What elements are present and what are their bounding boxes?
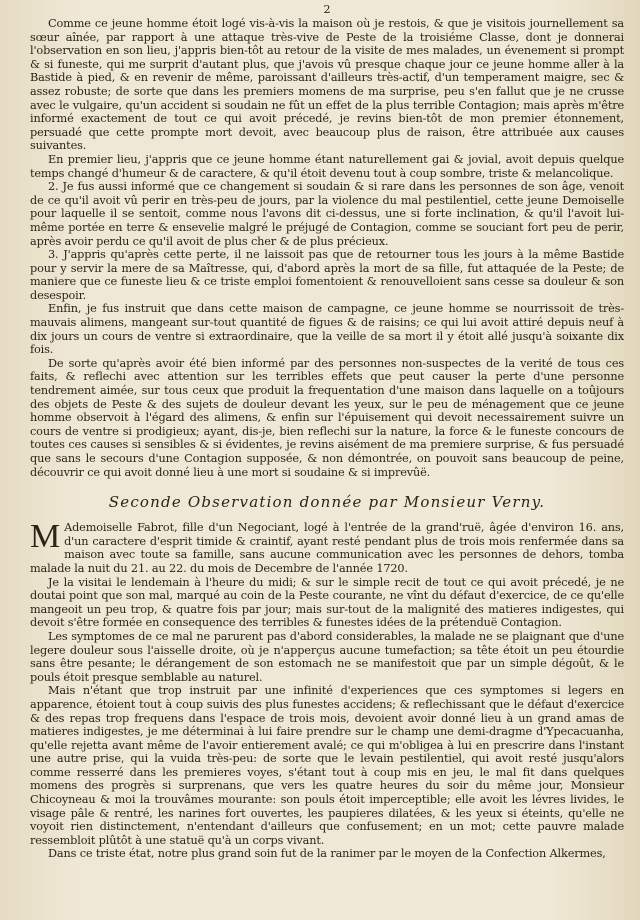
- paragraph: Je la visitai le lendemain à l'heure du midi; & sur le simple recit de tout ce qui avoit précedé, je ne doutai point que son mal, marqué au coin de la Peste courante, ne vînt du défaut d'exercice, de ce qu'elle mangeoit un peu trop, & quatre fois par jour; mais sur-tout de la malignité des matieres indigestes, qui devoit s'être formée en consequence des terribles & funestes idées de la prétenduë Contagion.: [30, 575, 624, 630]
- paragraph: De sorte qu'après avoir été bien informé par des personnes non-suspectes de la verité de tous ces faits, & reflechi avec attention sur les terribles effets que peut causer la perte d'une personne tendrement aimée, sur tous ceux que produit la frequentation d'une maison dans laquelle on a toûjours des objets de Peste & des sujets de douleur devant les yeux, sur le peu de ménagement que ce jeune homme observoit à l'égard des alimens, & enfin sur l'épuisement qui devoit necessairement suivre un cours de ventre si prodigieux; ayant, dis-je, bien reflechi sur la nature, la force & le funeste concours de toutes ces causes si sensibles & si évidentes, je revins aisément de ma premiere surprise, & fus persuadé que sans le secours d'une Contagion supposée, & non démontrée, on pouvoit sans beaucoup de peine, découvrir ce qui avoit donné lieu à une mort si soudaine & si imprevûë.: [30, 356, 624, 479]
- paragraph: Enfin, je fus instruit que dans cette maison de campagne, ce jeune homme se nourrissoit de très-mauvais alimens, mangeant sur-tout quantité de figues & de raisins; ce qui lui avoit attiré depuis neuf à dix jours un cours de ventre si extraordinaire, que la veille de sa mort il y étoit allé jusqu'à soixante dix fois.: [30, 302, 624, 357]
- section-second-observation: [30, 518, 624, 861]
- paragraph: Les symptomes de ce mal ne parurent pas d'abord considerables, la malade ne se plaignant que d'une legere douleur sous l'aisselle droite, où je n'apperçus aucune tumefaction; sa tête étoit un peu étourdie sans être pesante; le dérangement de son estomach ne se manifestoit que par un simple dégoût, & le pouls étoit presque semblable au naturel.: [30, 629, 624, 684]
- paragraph: Mais n'étant que trop instruit par une infinité d'experiences que ces symptomes si legers en apparence, étoient tout à coup suivis des plus funestes accidens; & reflechissant que le défaut d'exercice & des repas trop frequens dans l'espace de trois mois, devoient avoir donné lieu à un grand amas de matieres indigestes, je me déterminai à lui faire prendre sur le champ une demi-dragme d'Ypecacuanha, qu'elle rejetta avant même de l'avoir entierement avalé; ce qui m'obligea à lui en prescrire dans l'instant une autre prise, qui la vuida très-peu: de sorte que le levain pestilentiel, qui avoit resté jusqu'alors comme resserré dans les premieres voyes, s'étant tout à coup mis en jeu, le mal fit dans quelques momens des progrès si surprenans, que vers les quatre heures du soir du même jour, Monsieur Chicoyneau & moi la trouvâmes mourante: son pouls étoit imperceptible; elle avoit les lévres livides, le visage pâle & rentré, les narines fort ouvertes, les paupieres dilatées, & les yeux si éteints, qu'elle ne voyoit rien distinctement, n'entendant d'ailleurs que confusement; en un mot; cette pauvre malade ressembloit plûtôt à une statuë qu'à un corps vivant.: [30, 684, 624, 847]
- paragraph-with-dropcap: [30, 518, 624, 575]
- paragraph: Dans ce triste état, notre plus grand soin fut de la ranimer par le moyen de la Confection Alkermes,: [48, 847, 606, 861]
- paragraph: 3. J'appris qu'après cette perte, il ne laissoit pas que de retourner tous les jours à la même Bastide pour y servir la mere de sa Maîtresse, qui, d'abord après la mort de sa fille, fut attaquée de la Peste; de maniere que ce funeste lieu & ce triste emploi fomentoient & renouvelloient sans cesse sa douleur & son desespoir.: [30, 248, 624, 302]
- section-first-observation-continued: [30, 17, 624, 479]
- paragraph-text: Ademoiselle Fabrot, fille d'un Negociant, logé à l'entrée de la grand'ruë, âgée d'environ 16. ans, d'un caractere d'esprit timide & craintif, ayant resté pendant plus de trois mois renfermée dans sa maison avec toute sa famille, sans aucune communication avec les personnes de dehors, tomba malade la nuit du 21. au 22. du mois de Decembre de l'année 1720.: [30, 521, 624, 575]
- paragraph: 2. Je fus aussi informé que ce changement si soudain & si rare dans les personnes de son âge, venoit de ce qu'il avoit vû perir en très-peu de jours, par la violence du mal pestilentiel, cette jeune Demoiselle pour laquelle il se sentoit, comme nous l'avons dit ci-dessus, une si forte inclination, & qu'il l'avoit lui-même portée en terre & ensevelie malgré le préjugé de Contagion, comme se souciant fort peu de perir, après avoir perdu ce qu'il avoit de plus cher & de plus précieux.: [30, 180, 624, 248]
- paragraph: En premier lieu, j'appris que ce jeune homme étant naturellement gai & jovial, avoit depuis quelque temps changé d'humeur & de caractere, & qu'il étoit devenu tout à coup sombre, triste & melancolique.: [30, 152, 624, 180]
- page-number: 2: [323, 3, 331, 16]
- paragraph: Comme ce jeune homme étoit logé vis-à-vis la maison où je restois, & que je visitois journellement sa sœur aînée, par rapport à une attaque très-vive de Peste de la troisiéme Classe, dont je donnerai l'observation en son lieu, j'appris bien-tôt au retour de la visite de mes malades, un évenement si prompt & si funeste, qui me surprit d'autant plus, que j'avois vû presque chaque jour ce jeune homme aller à la Bastide à pied, & en revenir de même, paroissant d'ailleurs très-actif, d'un temperament maigre, sec & assez robuste; de sorte que dans les premiers momens de ma surprise, peu s'en fallut que je ne crusse avec le vulgaire, qu'un accident si soudain ne fût un effet de la plus terrible Contagion; mais après m'être informé exactement de tout ce qui avoit précedé, je revins bien-tôt de mon premier étonnement, persuadé que cette prompte mort devoit, avec beaucoup plus de raison, être attribuée aux causes suivantes.: [30, 17, 624, 153]
- drop-cap: M: [30, 518, 61, 556]
- section-title: Seconde Observation donnée par Monsieur Verny.: [108, 493, 546, 512]
